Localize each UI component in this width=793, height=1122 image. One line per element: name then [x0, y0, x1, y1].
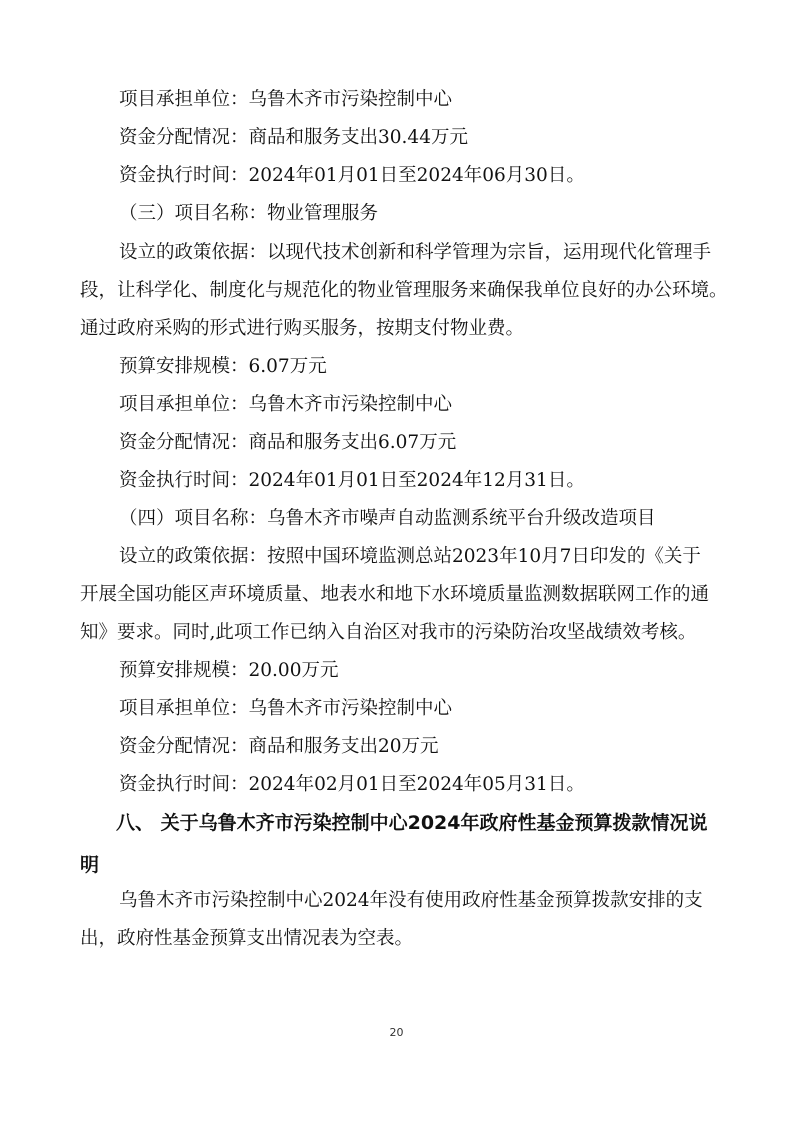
text-line: 知》要求。同时,此项工作已纳入自治区对我市的污染防治攻坚战绩效考核。	[80, 622, 697, 643]
page-number: 20	[389, 1026, 404, 1039]
subsection-heading: （四）项目名称：乌鲁木齐市噪声自动监测系统平台升级改造项目	[119, 508, 656, 529]
section-heading: 八、 关于乌鲁木齐市污染控制中心2024年政府性基金预算拨款情况说	[116, 812, 708, 834]
text-line: 项目承担单位：乌鲁木齐市污染控制中心	[119, 698, 453, 719]
text-line: 开展全国功能区声环境质量、地表水和地下水环境质量监测数据联网工作的通	[80, 584, 710, 605]
subsection-heading: （三）项目名称：物业管理服务	[119, 203, 379, 224]
text-line: 项目承担单位：乌鲁木齐市污染控制中心	[119, 394, 453, 415]
text-line: 通过政府采购的形式进行购买服务，按期支付物业费。	[80, 318, 525, 339]
text-line: 预算安排规模：20.00万元	[119, 660, 339, 681]
text-line: 资金执行时间：2024年01月01日至2024年12月31日。	[119, 470, 585, 491]
text-line: 设立的政策依据：按照中国环境监测总站2023年10月7日印发的《关于	[119, 546, 701, 567]
text-line: 预算安排规模：6.07万元	[119, 356, 327, 377]
text-line: 项目承担单位：乌鲁木齐市污染控制中心	[119, 89, 453, 110]
section-heading-continued: 明	[80, 854, 100, 876]
text-line: 资金分配情况：商品和服务支出20万元	[119, 736, 439, 757]
text-line: 设立的政策依据：以现代技术创新和科学管理为宗旨，运用现代化管理手	[119, 242, 712, 263]
text-line: 段，让科学化、制度化与规范化的物业管理服务来确保我单位良好的办公环境。	[80, 280, 728, 301]
text-line: 出，政府性基金预算支出情况表为空表。	[80, 928, 414, 949]
text-line: 乌鲁木齐市污染控制中心2024年没有使用政府性基金预算拨款安排的支	[119, 890, 703, 911]
text-line: 资金执行时间：2024年02月01日至2024年05月31日。	[119, 774, 585, 795]
text-line: 资金分配情况：商品和服务支出30.44万元	[119, 127, 468, 148]
text-line: 资金分配情况：商品和服务支出6.07万元	[119, 432, 457, 453]
text-line: 资金执行时间：2024年01月01日至2024年06月30日。	[119, 165, 585, 186]
